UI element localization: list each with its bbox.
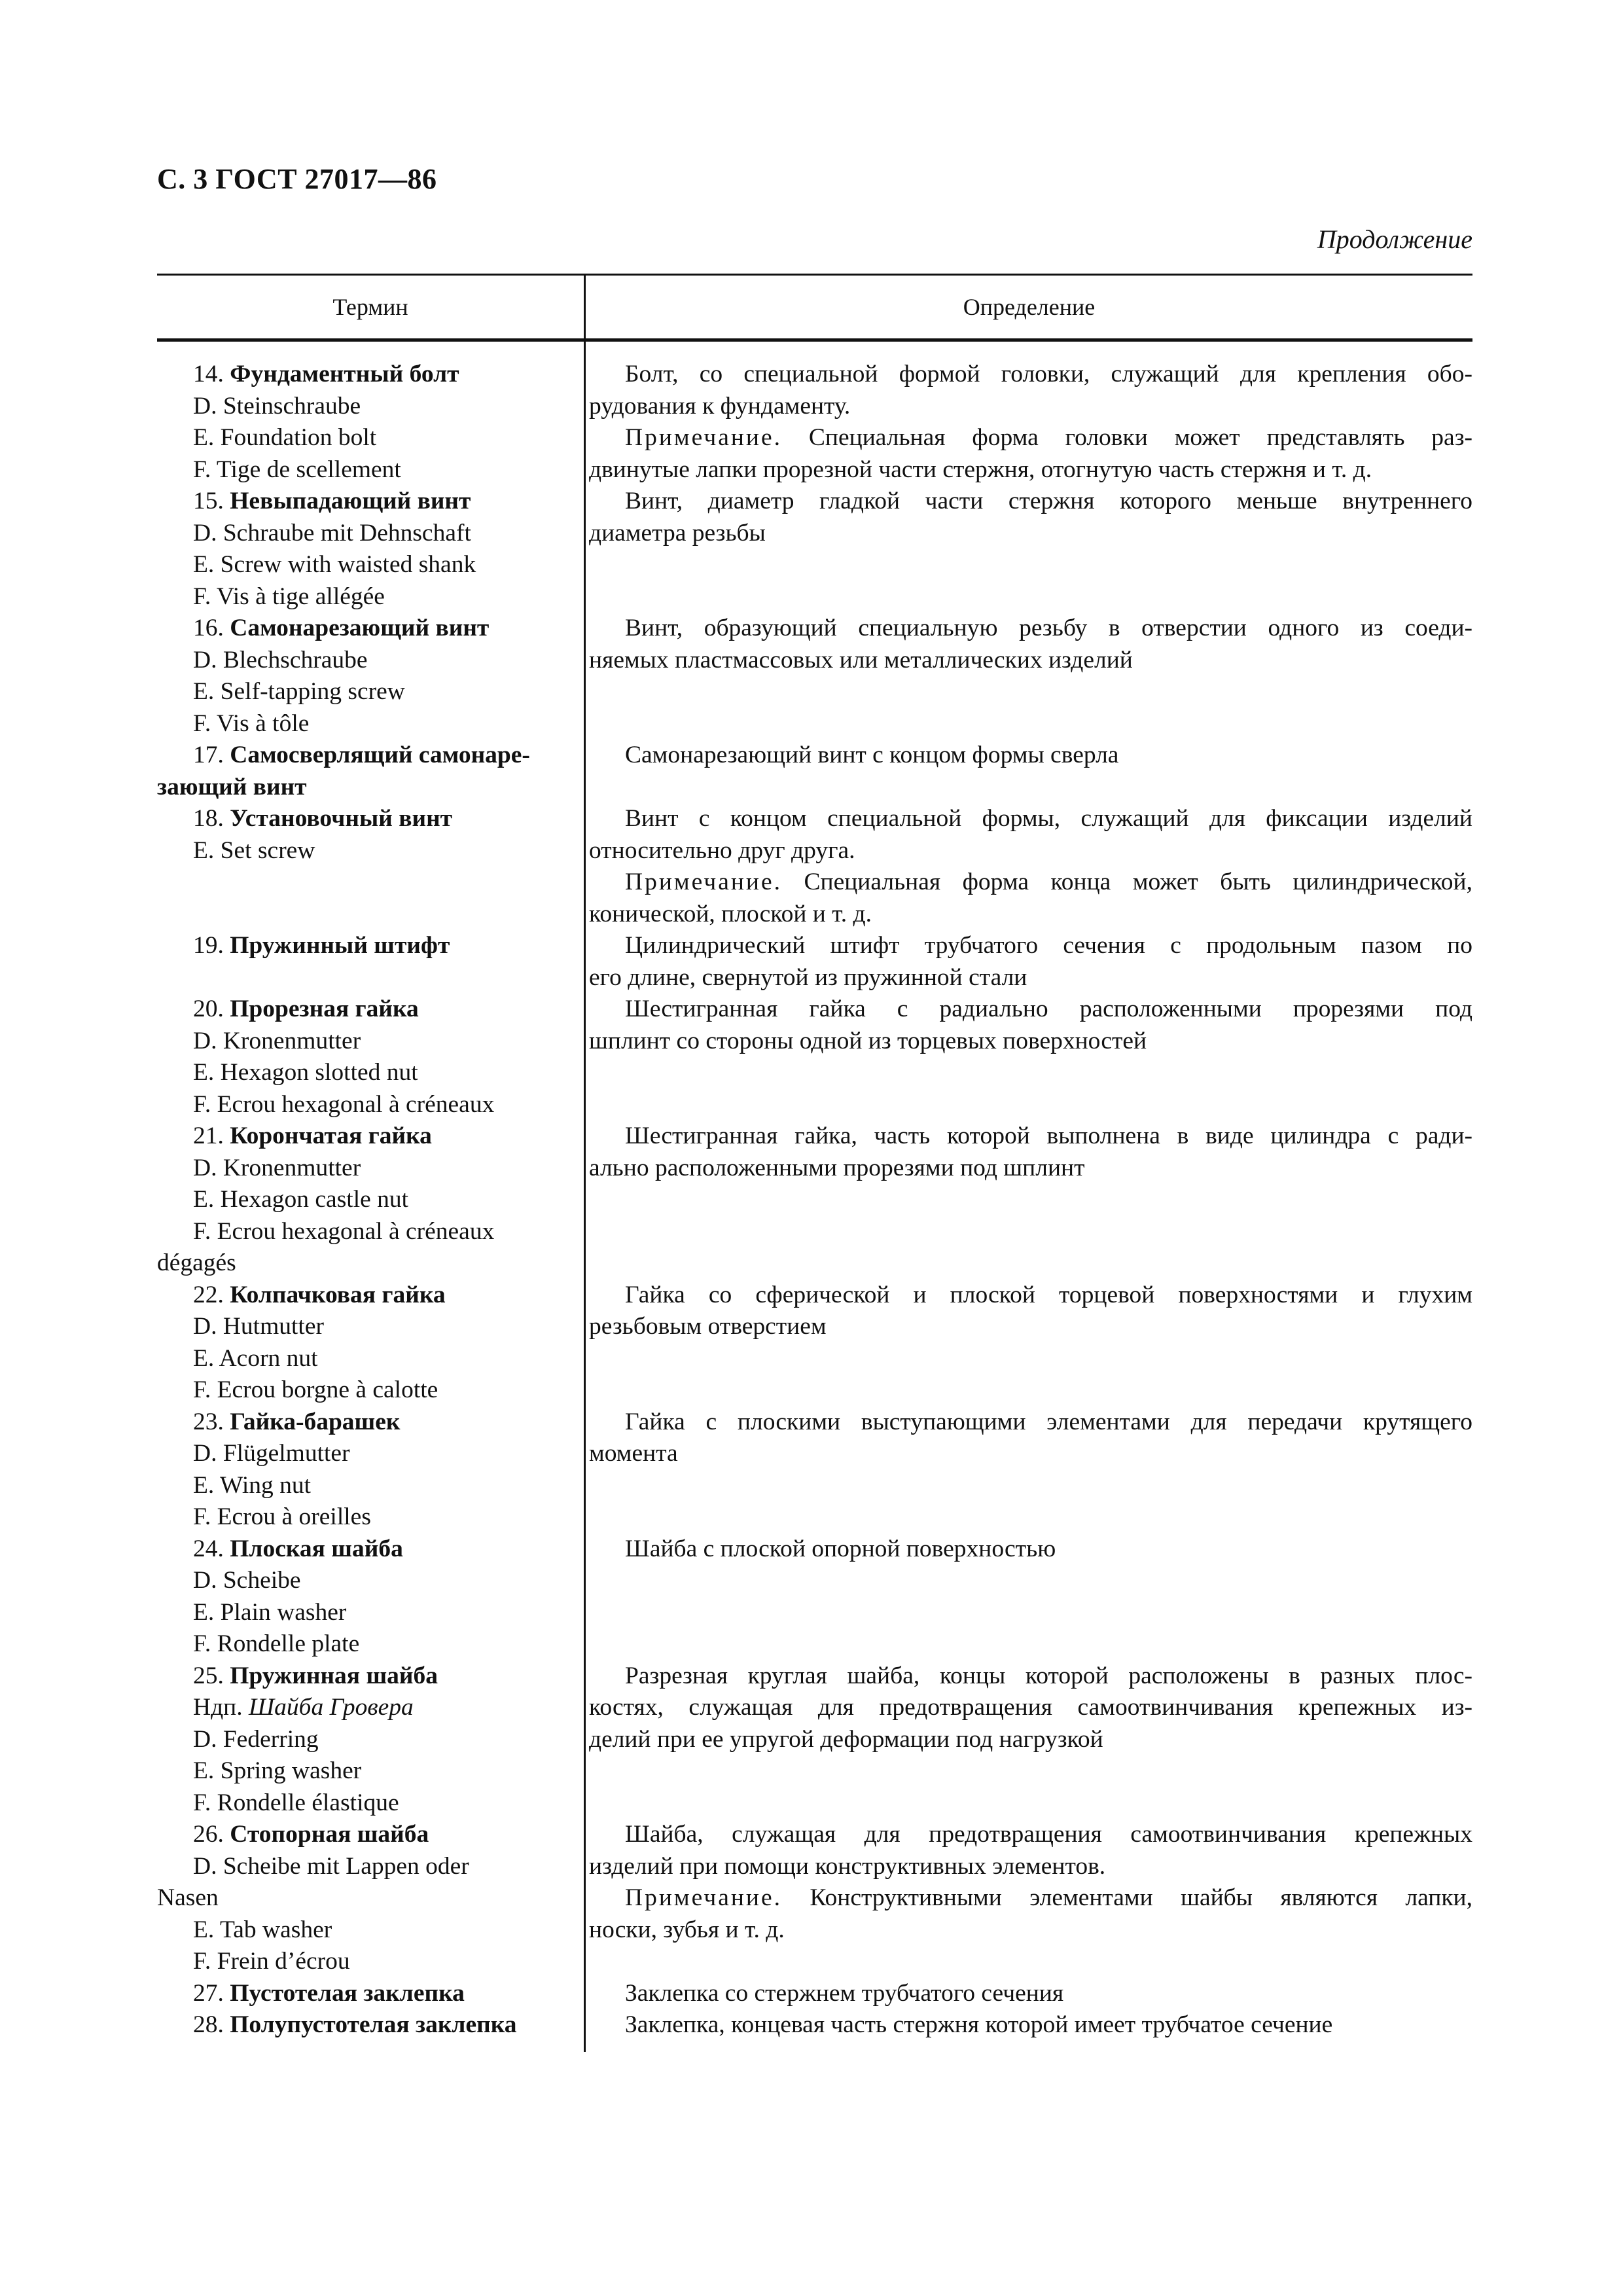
terms-table [157, 274, 1472, 2052]
term-fr-continued: dégagés [157, 1249, 236, 1276]
term-en: E. Foundation bolt [193, 424, 377, 451]
definition-cell [584, 1819, 1472, 1978]
term-cell [157, 994, 584, 1121]
table-row [157, 1819, 1472, 1978]
term-cell [157, 359, 584, 486]
deprecated-label: Ндп. [193, 1694, 243, 1721]
term-en: E. Tab washer [193, 1916, 332, 1943]
definition-cell [584, 803, 1472, 930]
term-name: Гайка-барашек [230, 1408, 401, 1435]
term-name: Корончатая гайка [230, 1122, 432, 1149]
term-fr: F. Ecrou borgne à calotte [193, 1376, 438, 1403]
definition-cell [584, 930, 1472, 994]
term-fr: F. Rondelle plate [193, 1630, 360, 1657]
term-name: Полупустотелая заклепка [230, 2011, 517, 2038]
table-row [157, 2009, 1472, 2041]
term-de: D. Blechschraube [193, 646, 368, 673]
term-cell [157, 2009, 584, 2041]
term-fr: F. Vis à tôle [193, 709, 310, 737]
term-number: 23. [193, 1408, 224, 1435]
term-name: Установочный винт [230, 805, 453, 832]
table-row [157, 930, 1472, 994]
note-text: двинутые лапки прорезной части стержня, отогнутую часть стержня и т. д. [589, 456, 1372, 483]
term-number: 17. [193, 742, 224, 768]
term-en: E. Set screw [193, 836, 315, 864]
definition-line: момента [589, 1440, 678, 1467]
term-en: E. Hexagon slotted nut [193, 1059, 418, 1086]
term-fr: F. Ecrou hexagonal à créneaux [193, 1090, 495, 1118]
term-en: E. Screw with waisted shank [193, 551, 476, 578]
term-name: Самосверлящий самонаре- [230, 742, 530, 768]
term-number: 15. [193, 488, 224, 514]
term-name-continued: зающий винт [157, 773, 307, 800]
definition-line: изделий при помощи конструктивных элементов. [589, 1852, 1106, 1880]
definition-cell [584, 486, 1472, 613]
definition-cell [584, 1121, 1472, 1280]
term-number: 25. [193, 1662, 224, 1689]
term-number: 24. [193, 1535, 224, 1562]
definition-line: Винт, образующий специальную резьбу в отверстии одного из соеди- [625, 615, 1472, 641]
term-fr: F. Vis à tige allégée [193, 583, 385, 610]
term-cell [157, 613, 584, 740]
definition-cell [584, 1978, 1472, 2010]
definition-line: его длине, свернутой из пружинной стали [589, 963, 1027, 991]
table-row [157, 1280, 1472, 1407]
table-row [157, 486, 1472, 613]
definition-cell [584, 1407, 1472, 1534]
definition-line: Шестигранная гайка, часть которой выполнена в виде цилиндра с ради- [625, 1122, 1472, 1149]
term-name: Плоская шайба [230, 1535, 403, 1562]
term-en: E. Hexagon castle nut [193, 1186, 409, 1213]
term-name: Пружинная шайба [230, 1662, 438, 1689]
definition-line: делий при ее упругой деформации под нагрузкой [589, 1725, 1103, 1753]
term-en: E. Acorn nut [193, 1344, 318, 1372]
table-row [157, 359, 1472, 486]
definition-line: Гайка со сферической и плоской торцевой поверхностями и глухим [625, 1281, 1472, 1308]
table-row [157, 1978, 1472, 2010]
note-text: Конструктивными элементами шайбы являются лапки, [810, 1884, 1472, 1911]
table-row [157, 740, 1472, 803]
definition-line: Винт, диаметр гладкой части стержня которого меньше внутреннего [625, 488, 1472, 514]
term-cell [157, 1978, 584, 2010]
term-number: 20. [193, 996, 224, 1022]
term-name: Колпачковая гайка [230, 1281, 446, 1308]
table-row [157, 1121, 1472, 1280]
table-row [157, 803, 1472, 930]
definition-cell [584, 359, 1472, 486]
definition-cell [584, 740, 1472, 803]
table-body [157, 342, 1472, 2052]
table-row [157, 613, 1472, 740]
definition-cell [584, 1660, 1472, 1820]
term-de: D. Steinschraube [193, 392, 361, 420]
definition-line: диаметра резьбы [589, 519, 766, 547]
page-header: С. 3 ГОСТ 27017—86 [157, 163, 437, 195]
column-header-term: Термин [157, 276, 586, 338]
term-de: D. Scheibe mit Lappen oder [193, 1852, 469, 1880]
term-name: Стопорная шайба [230, 1821, 429, 1848]
note-label: Примечание. [625, 1884, 783, 1911]
term-de: D. Kronenmutter [193, 1027, 361, 1054]
definition-cell [584, 994, 1472, 1121]
note-label: Примечание. [625, 424, 783, 451]
term-cell [157, 486, 584, 613]
term-cell [157, 1660, 584, 1820]
definition-line: Гайка с плоскими выступающими элементами для передачи крутящего [625, 1408, 1472, 1435]
definition-line: Болт, со специальной формой головки, служащий для крепления обо- [625, 361, 1472, 387]
term-number: 27. [193, 1979, 224, 2007]
term-en: E. Wing nut [193, 1471, 312, 1499]
table-row [157, 1534, 1472, 1660]
continuation-label: Продолжение [1317, 224, 1472, 254]
term-en: E. Plain washer [193, 1598, 347, 1626]
term-cell [157, 1407, 584, 1534]
note-text: носки, зубья и т. д. [589, 1916, 785, 1943]
term-de: D. Kronenmutter [193, 1154, 361, 1181]
definition-cell [584, 1534, 1472, 1660]
term-cell [157, 740, 584, 803]
term-en: E. Self-tapping screw [193, 678, 405, 705]
definition-line: няемых пластмассовых или металлических изделий [589, 646, 1133, 673]
term-number: 21. [193, 1122, 224, 1149]
definition-line: ально расположенными прорезями под шплинт [589, 1154, 1085, 1181]
term-de: D. Flügelmutter [193, 1440, 350, 1467]
term-de-continued: Nasen [157, 1884, 219, 1911]
term-fr: F. Frein d’écrou [193, 1948, 350, 1975]
definition-cell [584, 613, 1472, 740]
definition-cell [584, 2009, 1472, 2041]
definition-line: Заклепка со стержнем трубчатого сечения [625, 1979, 1064, 2007]
note-text: Специальная форма конца может быть цилиндрической, [804, 869, 1472, 895]
term-number: 19. [193, 932, 224, 959]
definition-line: резьбовым отверстием [589, 1313, 827, 1340]
table-row [157, 1407, 1472, 1534]
definition-line: шплинт со стороны одной из торцевых поверхностей [589, 1027, 1147, 1054]
definition-line: Заклепка, концевая часть стержня которой имеет трубчатое сечение [625, 2011, 1333, 2038]
table-row [157, 994, 1472, 1121]
term-fr: F. Ecrou hexagonal à créneaux [193, 1217, 495, 1245]
term-de: D. Schraube mit Dehnschaft [193, 519, 471, 547]
term-cell [157, 1280, 584, 1407]
term-name: Прорезная гайка [230, 996, 419, 1022]
definition-line: костях, служащая для предотвращения самоотвинчивания крепежных из- [589, 1694, 1472, 1721]
column-header-definition: Определение [963, 294, 1096, 320]
term-en: E. Spring washer [193, 1757, 362, 1784]
definition-line: Винт с концом специальной формы, служащий для фиксации изделий [625, 805, 1472, 832]
definition-line: рудования к фундаменту. [589, 392, 851, 420]
term-cell [157, 1121, 584, 1280]
term-de: D. Federring [193, 1725, 319, 1753]
definition-line: Самонарезающий винт с концом формы сверла [625, 742, 1119, 768]
definition-line: Шайба, служащая для предотвращения самоотвинчивания крепежных [625, 1821, 1472, 1848]
term-cell [157, 930, 584, 994]
term-name: Фундаментный болт [230, 361, 459, 387]
definition-line: относительно друг друга. [589, 836, 855, 864]
term-number: 14. [193, 361, 224, 387]
definition-line: Шайба с плоской опорной поверхностью [625, 1535, 1056, 1562]
definition-cell [584, 1280, 1472, 1407]
term-fr: F. Rondelle élastique [193, 1789, 399, 1816]
note-label: Примечание. [625, 869, 783, 895]
term-cell [157, 1819, 584, 1978]
term-number: 22. [193, 1281, 224, 1308]
term-number: 28. [193, 2011, 224, 2038]
table-header [157, 276, 1472, 342]
term-name: Самонарезающий винт [230, 615, 490, 641]
term-number: 18. [193, 805, 224, 832]
term-number: 26. [193, 1821, 224, 1848]
note-text: Специальная форма головки может представлять раз- [808, 424, 1472, 451]
deprecated-term: Шайба Гровера [248, 1694, 414, 1721]
term-name: Невыпадающий винт [230, 488, 471, 514]
note-text: конической, плоской и т. д. [589, 900, 872, 927]
table-row [157, 1660, 1472, 1820]
term-de: D. Scheibe [193, 1567, 301, 1594]
definition-line: Шестигранная гайка с радиально расположенными прорезями под [625, 996, 1472, 1022]
term-number: 16. [193, 615, 224, 641]
term-name: Пружинный штифт [230, 932, 450, 959]
term-name: Пустотелая заклепка [230, 1979, 465, 2007]
term-cell [157, 803, 584, 930]
term-de: D. Hutmutter [193, 1313, 324, 1340]
term-cell [157, 1534, 584, 1660]
definition-line: Разрезная круглая шайба, концы которой расположены в разных плос- [625, 1662, 1472, 1689]
term-fr: F. Ecrou à oreilles [193, 1503, 371, 1530]
definition-line: Цилиндрический штифт трубчатого сечения с продольным пазом по [625, 932, 1472, 959]
term-fr: F. Tige de scellement [193, 456, 401, 483]
